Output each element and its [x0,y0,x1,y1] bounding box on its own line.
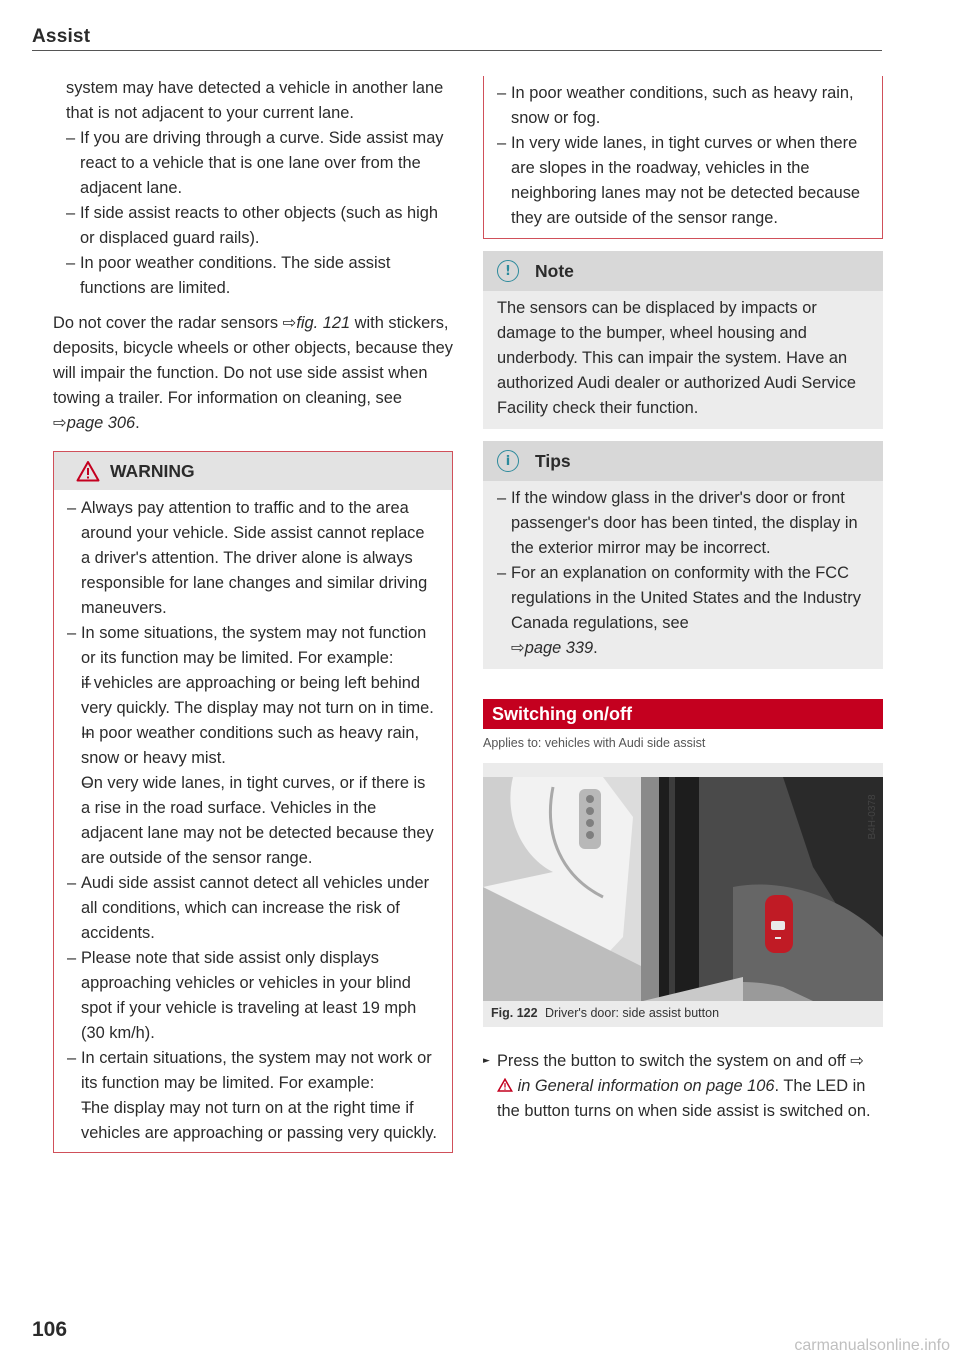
warning-title: WARNING [110,460,195,481]
list-item: – If the window glass in the driver's door or front passenger's door has been tinted, the display in the exterior mirror may be incorrect. [497,486,873,561]
page-reference-link[interactable]: in General information on page 106 [517,1077,775,1095]
paragraph-text: with stickers, deposits, bicycle wheels or other objects, because they will impair the function. Do not use side assist when towing a trailer. For information on cleaning, see [53,314,453,407]
figure-122 [483,763,883,1027]
sub-list-item: – The display may not turn on at the right time if vehicles are approaching or passing very quickly. [54,1096,438,1146]
right-column [483,76,883,1124]
info-icon: i [497,450,519,472]
page-reference-link[interactable]: page 306 [66,414,136,432]
page-reference-link[interactable]: page 339 [524,639,594,657]
tips-end: . [593,639,598,657]
list-item: – Please note that side assist only displays approaching vehicles or vehicles in your blind spot if your vehicle is traveling at least 19 mph (30 km/h). [54,946,438,1046]
list-item: – In poor weather conditions, such as heavy rain, snow or fog. [484,81,872,131]
page-header-title: Assist [32,26,91,47]
warning-header [54,452,452,490]
applies-to: Applies to: vehicles with Audi side assist [483,736,706,750]
left-column [53,76,453,1153]
list-item: – If side assist reacts to other objects (such as high or displaced guard rails). [53,201,453,251]
tips-title: Tips [535,450,571,471]
note-header [483,251,883,291]
sub-list-item: – if vehicles are approaching or being left behind very quickly. The display may not turn on in time. [54,671,438,721]
tips-body [483,481,883,669]
ref-arrow-icon: ⇨ [850,1052,864,1070]
list-item: – In poor weather conditions. The side assist functions are limited. [53,251,453,301]
list-item: – Audi side assist cannot detect all vehicles under all conditions, which can increase the risk of accidents. [54,871,438,946]
list-item: – In certain situations, the system may not work or its function may be limited. For example: [54,1046,438,1096]
note-text: The sensors can be displaced by impacts or damage to the bumper, wheel housing and underbody. This can impair the system. Have an authorized Audi dealer or authorized Audi Service Facility check their function. [497,299,857,417]
warning-triangle-icon [76,460,100,482]
section-title: Switching on/off [483,699,883,729]
figure-caption [483,1001,883,1027]
exclamation-icon: ! [497,260,519,282]
warning-box [53,451,453,1153]
list-item: – In some situations, the system may not function or its function may be limited. For example: [54,621,438,671]
caption-text: Driver's door: side assist button [545,1006,720,1020]
warning-small-icon [497,1077,513,1095]
warning-body [54,490,452,1152]
ref-arrow-icon: ⇨ [282,314,297,332]
continued-text: system may have detected a vehicle in another lane that is not adjacent to your current lane. [66,79,444,122]
header-rule [32,50,882,51]
ref-arrow-icon: ⇨ [511,639,525,657]
instruction-step [483,1049,883,1124]
figure-reference-link[interactable]: fig. 121 [296,314,351,332]
paragraph-end: . [135,414,140,432]
paragraph-text: Do not cover the radar sensors [53,314,279,332]
list-item: – Always pay attention to traffic and to the area around your vehicle. Side assist cannot replace a driver's attention. The driver alone is always responsible for lane changes and similar driving maneuvers. [54,496,438,621]
watermark: carmanualsonline.info [794,1337,950,1354]
radar-sensor-paragraph [53,311,453,436]
sub-list-item: – On very wide lanes, in tight curves, or if there is a rise in the road surface. Vehicles in the adjacent lane may not be detected because they are outside of the sensor range. [54,771,438,871]
list-item: – If you are driving through a curve. Side assist may react to a vehicle that is one lane over from the adjacent lane. [53,126,453,201]
page-number: 106 [32,1318,68,1341]
step-end: . [774,1077,780,1095]
figure-code: B4H-0378 [867,794,878,840]
step-text: Press the button to switch the system on and off [497,1052,846,1070]
step-text: The LED in the button turns on when side assist is switched on. [497,1077,871,1120]
warning-continued-box [483,76,883,239]
figure-label: Fig. 122 [491,1006,538,1020]
sub-list-item: – In poor weather conditions such as heavy rain, snow or heavy mist. [54,721,438,771]
note-title: Note [535,260,574,281]
door-side-assist-illustration [483,777,883,1001]
tips-text: For an explanation on conformity with the FCC regulations in the United States and the Industry Canada regulations, see [511,564,861,632]
note-box [483,251,883,429]
tips-header [483,441,883,481]
list-item [497,561,873,661]
note-body [483,291,883,429]
ref-arrow-icon: ⇨ [53,414,67,432]
tips-box [483,441,883,669]
list-item: – In very wide lanes, in tight curves or when there are slopes in the roadway, vehicles in the neighboring lanes may not be detected because they are outside of the sensor range. [484,131,872,231]
